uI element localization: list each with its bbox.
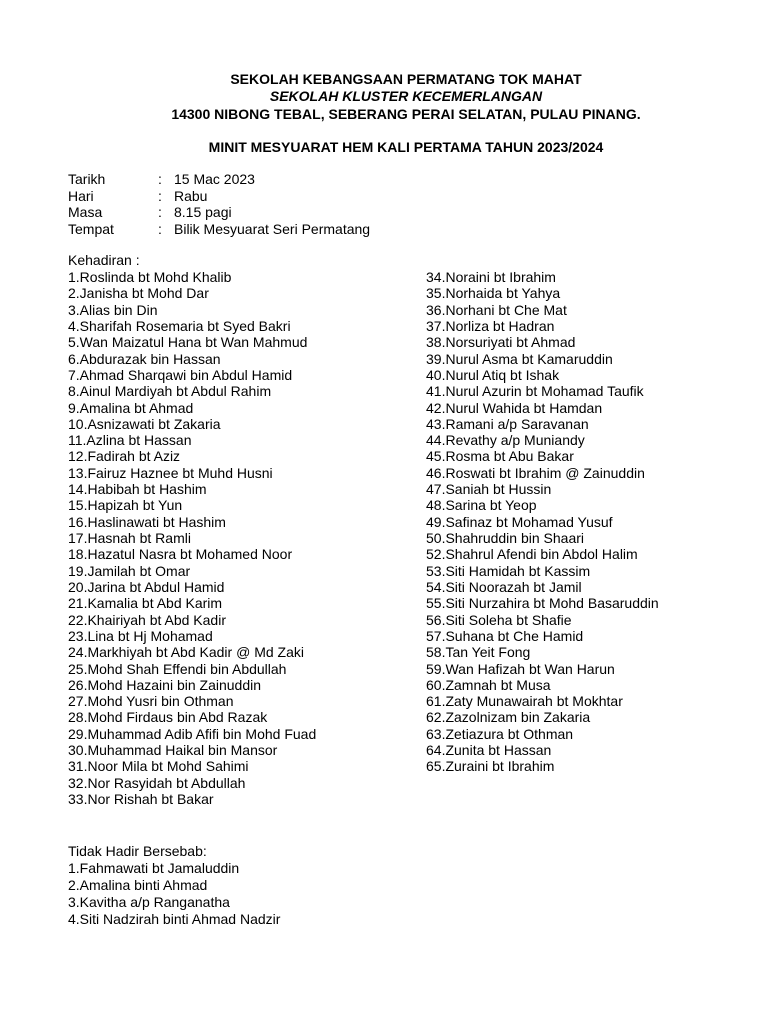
attendee-item: 18.Hazatul Nasra bt Mohamed Noor [68, 546, 293, 563]
attendee-item: 31.Noor Mila bt Mohd Sahimi [68, 758, 249, 775]
attendee-item: 16.Haslinawati bt Hashim [68, 513, 226, 530]
attendee-item: 57.Suhana bt Che Hamid [426, 627, 584, 644]
attendee-item: 25.Mohd Shah Effendi bin Abdullah [68, 660, 287, 677]
attendee-item: 2.Janisha bt Mohd Dar [68, 285, 209, 302]
meta-colon: : [158, 204, 162, 221]
attendee-item: 17.Hasnah bt Ramli [68, 530, 191, 546]
meta-colon: : [158, 221, 162, 238]
attendee-item: 9.Amalina bt Ahmad [68, 399, 194, 416]
attendee-item: 59.Wan Hafizah bt Wan Harun [426, 660, 615, 677]
attendee-item: 56.Siti Soleha bt Shafie [426, 611, 572, 628]
attendee-item: 43.Ramani a/p Saravanan [426, 415, 589, 432]
school-address: 14300 NIBONG TEBAL, SEBERANG PERAI SELATAN, PULAU PINANG. [171, 106, 641, 122]
attendee-item: 23.Lina bt Hj Mohamad [68, 627, 213, 644]
attendee-item: 22.Khairiyah bt Abd Kadir [68, 611, 226, 628]
attendee-item: 12.Fadirah bt Aziz [68, 448, 181, 465]
meta-label-time: Masa [68, 204, 103, 221]
attendee-item: 14.Habibah bt Hashim [68, 481, 207, 498]
attendee-item: 6.Abdurazak bin Hassan [68, 350, 221, 367]
attendee-item: 32.Nor Rasyidah bt Abdullah [68, 774, 246, 791]
attendee-item: 10.Asnizawati bt Zakaria [68, 415, 221, 432]
attendee-item: 13.Fairuz Haznee bt Muhd Husni [68, 464, 273, 481]
attendee-item: 21.Kamalia bt Abd Karim [68, 595, 223, 612]
attendee-item: 63.Zetiazura bt Othman [426, 725, 574, 742]
attendee-item: 30.Muhammad Haikal bin Mansor [68, 742, 278, 759]
meta-colon: : [158, 187, 162, 204]
attendee-item: 19.Jamilah bt Omar [68, 562, 191, 579]
meta-label-date: Tarikh [68, 171, 106, 187]
attendee-item: 15.Hapizah bt Yun [68, 497, 183, 514]
meta-label-day: Hari [68, 187, 94, 204]
attendee-item: 4.Sharifah Rosemaria bt Syed Bakri [68, 317, 291, 334]
meta-value-place: Bilik Mesyuarat Seri Permatang [174, 221, 371, 238]
attendee-item: 50.Shahruddin bin Shaari [426, 530, 585, 546]
attendee-item: 61.Zaty Munawairah bt Mokhtar [426, 693, 623, 710]
meta-value-time: 8.15 pagi [174, 204, 232, 221]
attendance-list-left [68, 269, 316, 807]
absent-list [68, 860, 280, 928]
attendee-item: 26.Mohd Hazaini bin Zainuddin [68, 676, 262, 693]
meeting-title: MINIT MESYUARAT HEM KALI PERTAMA TAHUN 2023/2024 [208, 139, 604, 155]
absent-item: 3.Kavitha a/p Ranganatha [68, 894, 230, 910]
attendee-item: 64.Zunita bt Hassan [426, 742, 552, 759]
attendee-item: 55.Siti Nurzahira bt Mohd Basaruddin [426, 595, 659, 612]
meta-label-place: Tempat [68, 221, 114, 238]
attendee-item: 53.Siti Hamidah bt Kassim [426, 562, 591, 579]
attendee-item: 41.Nurul Azurin bt Mohamad Taufik [426, 383, 644, 400]
attendee-item: 11.Azlina bt Hassan [68, 432, 192, 449]
attendee-item: 62.Zazolnizam bin Zakaria [426, 709, 591, 726]
attendee-item: 36.Norhani bt Che Mat [426, 301, 567, 318]
attendance-list-right [426, 269, 659, 775]
attendee-item: 28.Mohd Firdaus bin Abd Razak [68, 709, 268, 726]
attendee-item: 52.Shahrul Afendi bin Abdol Halim [426, 546, 638, 563]
attendee-item: 20.Jarina bt Abdul Hamid [68, 578, 225, 595]
attendee-item: 39.Nurul Asma bt Kamaruddin [426, 350, 613, 367]
school-subtitle: SEKOLAH KLUSTER KECEMERLANGAN [269, 88, 543, 104]
attendee-item: 42.Nurul Wahida bt Hamdan [426, 399, 603, 416]
attendee-item: 60.Zamnah bt Musa [426, 676, 551, 693]
attendee-item: 5.Wan Maizatul Hana bt Wan Mahmud [68, 334, 308, 351]
absent-item: 1.Fahmawati bt Jamaluddin [68, 860, 240, 876]
attendee-item: 1.Roslinda bt Mohd Khalib [68, 269, 232, 285]
attendee-item: 47.Saniah bt Hussin [426, 481, 552, 498]
attendee-item: 33.Nor Rishah bt Bakar [68, 791, 214, 807]
attendee-item: 54.Siti Noorazah bt Jamil [426, 578, 582, 595]
attendee-item: 37.Norliza bt Hadran [426, 317, 555, 334]
attendee-item: 7.Ahmad Sharqawi bin Abdul Hamid [68, 366, 293, 383]
meta-colon: : [158, 171, 162, 187]
absent-item: 4.Siti Nadzirah binti Ahmad Nadzir [68, 911, 281, 927]
attendee-item: 44.Revathy a/p Muniandy [426, 432, 585, 449]
attendee-item: 38.Norsuriyati bt Ahmad [426, 334, 576, 351]
attendee-item: 24.Markhiyah bt Abd Kadir @ Md Zaki [68, 644, 304, 661]
meta-value-date: 15 Mac 2023 [174, 171, 255, 187]
school-name: SEKOLAH KEBANGSAAN PERMATANG TOK MAHAT [230, 71, 582, 87]
attendee-item: 65.Zuraini bt Ibrahim [426, 758, 555, 775]
attendee-item: 48.Sarina bt Yeop [426, 497, 537, 514]
attendance-heading: Kehadiran : [68, 252, 140, 268]
attendee-item: 35.Norhaida bt Yahya [426, 285, 561, 302]
attendee-item: 49.Safinaz bt Mohamad Yusuf [426, 513, 613, 530]
attendee-item: 45.Rosma bt Abu Bakar [426, 448, 574, 465]
attendee-item: 29.Muhammad Adib Afifi bin Mohd Fuad [68, 725, 317, 742]
attendee-item: 46.Roswati bt Ibrahim @ Zainuddin [426, 464, 645, 481]
attendee-item: 8.Ainul Mardiyah bt Abdul Rahim [68, 383, 272, 400]
attendee-item: 34.Noraini bt Ibrahim [426, 269, 556, 285]
attendee-item: 3.Alias bin Din [68, 301, 158, 318]
attendee-item: 40.Nurul Atiq bt Ishak [426, 366, 560, 383]
attendee-item: 58.Tan Yeit Fong [426, 644, 531, 661]
meta-value-day: Rabu [174, 187, 208, 204]
absent-item: 2.Amalina binti Ahmad [68, 877, 208, 893]
absent-heading: Tidak Hadir Bersebab: [68, 843, 207, 859]
attendee-item: 27.Mohd Yusri bin Othman [68, 693, 234, 710]
